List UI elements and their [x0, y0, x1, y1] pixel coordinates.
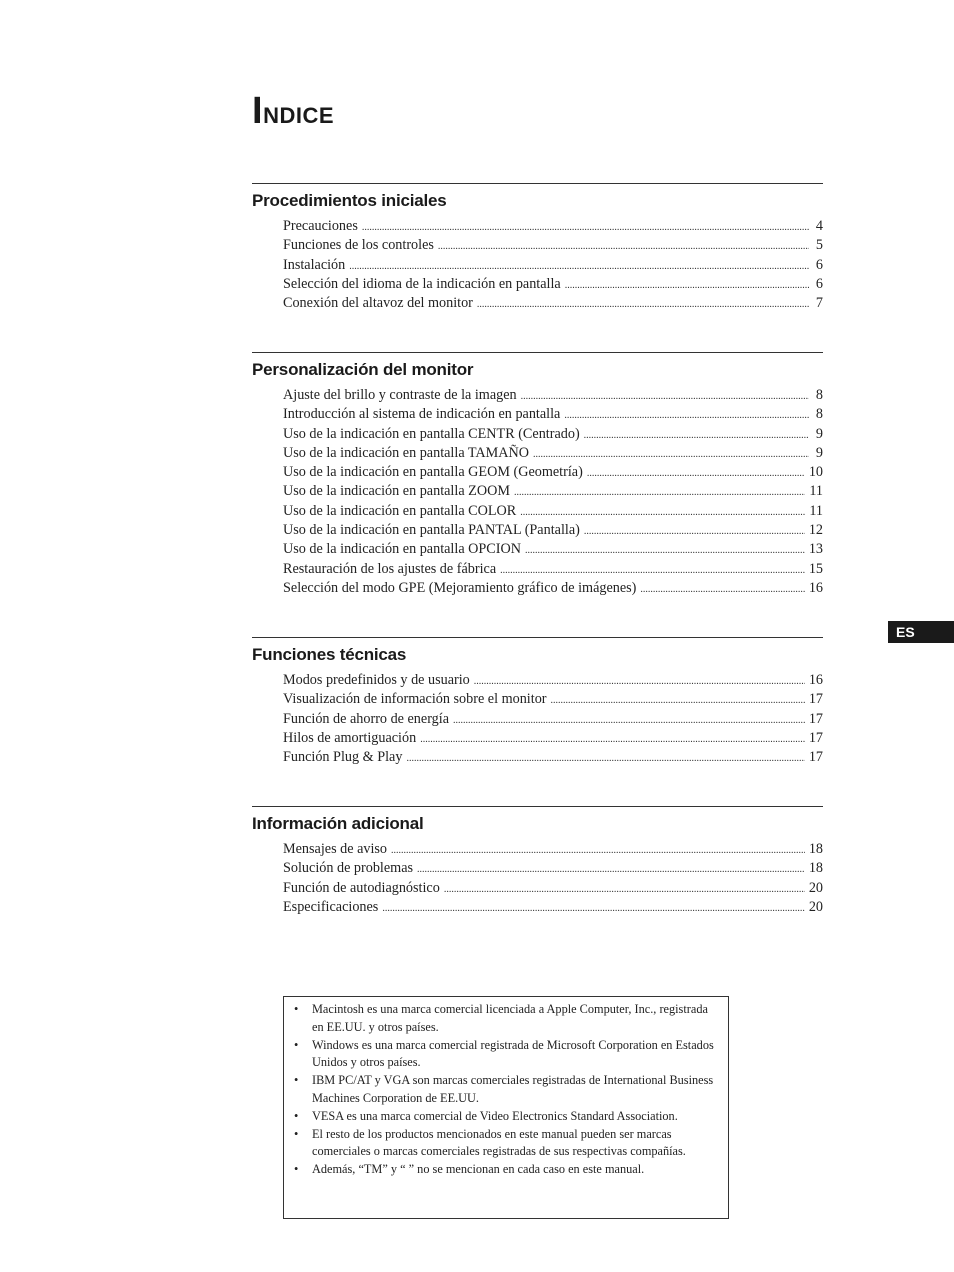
dot-leader — [349, 257, 809, 276]
toc-entry[interactable] — [283, 729, 823, 748]
page-title-initial: I — [252, 90, 264, 132]
toc-entry[interactable] — [283, 671, 823, 690]
dot-leader — [565, 276, 809, 295]
trademark-notes-list — [294, 1001, 718, 1179]
toc-entry-text: Funciones de los controles — [283, 237, 434, 254]
toc-entry[interactable] — [283, 579, 823, 598]
toc-entry[interactable] — [283, 256, 823, 275]
toc-entry-page: 8 — [815, 387, 823, 403]
dot-leader — [453, 711, 805, 730]
trademark-note: • Además, “TM” y “ ” no se mencionan en cada caso en este manual. — [294, 1161, 718, 1179]
toc-entry-text: Visualización de información sobre el monitor — [283, 691, 547, 708]
toc-entry-text: Función de ahorro de energía — [283, 710, 449, 727]
toc-entry[interactable] — [283, 463, 823, 482]
toc-entry-text: Uso de la indicación en pantalla OPCION — [283, 541, 521, 558]
toc-entry-page: 18 — [808, 841, 823, 857]
toc-entry-page: 17 — [808, 710, 823, 727]
dot-leader — [420, 730, 805, 749]
toc-entry-text: Mensajes de aviso — [283, 841, 388, 857]
toc-entry-page: 17 — [808, 729, 823, 746]
section-rule — [252, 183, 823, 184]
dot-leader — [417, 860, 805, 879]
dot-leader — [520, 503, 805, 522]
toc-entry-page: 4 — [815, 218, 823, 234]
dot-leader — [551, 691, 805, 710]
toc-entry-text: Función Plug & Play — [283, 749, 403, 766]
toc-entry-page: 7 — [815, 295, 823, 312]
section-rule — [252, 806, 823, 807]
toc-entry-page: 8 — [815, 406, 823, 423]
toc-entry[interactable] — [283, 879, 823, 898]
language-tab: ES — [888, 621, 954, 643]
toc-entry-text: Conexión del altavoz del monitor — [283, 295, 473, 312]
dot-leader — [533, 445, 809, 464]
trademark-note: • VESA es una marca comercial de Video Electronics Standard Association. — [294, 1108, 718, 1126]
toc-entry-text: Uso de la indicación en pantalla TAMAÑO — [283, 444, 530, 461]
toc-entry-text: Uso de la indicación en pantalla ZOOM — [283, 483, 510, 500]
section-procedimientos-iniciales — [252, 183, 823, 313]
section-heading: Personalización del monitor — [252, 360, 474, 379]
toc-entry-text: Precauciones — [283, 218, 358, 234]
dot-leader — [444, 880, 805, 899]
toc-entry-page: 17 — [808, 749, 823, 766]
toc-entry[interactable] — [283, 521, 823, 540]
dot-leader — [640, 580, 804, 599]
toc-entry-page: 20 — [808, 879, 823, 896]
dot-leader — [584, 522, 805, 541]
toc-entry[interactable] — [283, 690, 823, 709]
toc-entry[interactable] — [283, 540, 823, 559]
toc-entry-text: Uso de la indicación en pantalla CENTR (Centrado) — [283, 425, 580, 442]
section-rule — [252, 637, 823, 638]
page-title-rest: ndice — [263, 95, 335, 130]
toc-entry-page: 16 — [808, 579, 823, 596]
toc-entry-text: Hilos de amortiguación — [283, 729, 417, 746]
toc-entry-page: 16 — [808, 672, 823, 688]
dot-leader — [514, 483, 805, 502]
toc-entry[interactable] — [283, 217, 823, 236]
dot-leader — [382, 899, 804, 918]
toc-entry[interactable] — [283, 275, 823, 294]
toc-entry-text: Uso de la indicación en pantalla COLOR — [283, 502, 517, 519]
toc-entry[interactable] — [283, 425, 823, 444]
toc-entry-text: Función de autodiagnóstico — [283, 879, 440, 896]
toc-entry-text: Especificaciones — [283, 898, 379, 915]
section-heading: Información adicional — [252, 814, 424, 833]
toc-entry-page: 5 — [815, 237, 823, 254]
toc-entry-page: 20 — [808, 898, 823, 915]
toc-entry[interactable] — [283, 710, 823, 729]
section-heading: Funciones técnicas — [252, 645, 407, 664]
dot-leader — [474, 672, 805, 691]
toc-entries — [283, 386, 823, 598]
toc-entry-page: 12 — [808, 522, 823, 539]
toc-entry[interactable] — [283, 502, 823, 521]
toc-entry-page: 6 — [815, 256, 823, 273]
toc-entry[interactable] — [283, 560, 823, 579]
toc-entry[interactable] — [283, 294, 823, 313]
toc-entry-page: 15 — [808, 560, 823, 577]
toc-entries — [283, 840, 823, 917]
toc-entry-text: Ajuste del brillo y contraste de la imagen — [283, 387, 517, 403]
toc-entry-text: Restauración de los ajustes de fábrica — [283, 560, 497, 577]
toc-entry-page: 17 — [808, 691, 823, 708]
dot-leader — [525, 541, 805, 560]
toc-entry-text: Instalación — [283, 256, 346, 273]
toc-entry[interactable] — [283, 405, 823, 424]
toc-entry-page: 9 — [815, 425, 823, 442]
toc-entry-text: Selección del modo GPE (Mejoramiento gráfico de imágenes) — [283, 579, 637, 596]
section-rule — [252, 352, 823, 353]
toc-entries — [283, 217, 823, 313]
toc-entry-page: 6 — [815, 275, 823, 292]
toc-entry[interactable] — [283, 482, 823, 501]
trademark-note: • El resto de los productos mencionados en este manual pueden ser marcas comerciales o marcas comerciales registradas de sus respectivas compañías. — [294, 1126, 718, 1162]
dot-leader — [438, 237, 809, 256]
toc-entry[interactable] — [283, 236, 823, 255]
toc-entry-text: Introducción al sistema de indicación en pantalla — [283, 406, 561, 423]
toc-entry[interactable] — [283, 840, 823, 859]
trademark-notes-box — [283, 996, 729, 1219]
section-personalizacion-del-monitor — [252, 352, 823, 598]
dot-leader — [584, 426, 809, 445]
toc-entry[interactable] — [283, 444, 823, 463]
trademark-note: • IBM PC/AT y VGA son marcas comerciales registradas de International Business Machines Corporation de EE.UU. — [294, 1072, 718, 1108]
toc-entry[interactable] — [283, 386, 823, 405]
dot-leader — [564, 406, 809, 425]
section-heading: Procedimientos iniciales — [252, 191, 447, 210]
toc-entry-page: 10 — [808, 464, 823, 481]
toc-entry-text: Solución de problemas — [283, 860, 414, 877]
dot-leader — [587, 464, 805, 483]
trademark-note: • Macintosh es una marca comercial licenciada a Apple Computer, Inc., registrada en EE.UU. y otros países. — [294, 1001, 718, 1037]
toc-entry-text: Modos predefinidos y de usuario — [283, 672, 470, 688]
page-title — [252, 92, 334, 130]
dot-leader — [406, 749, 804, 768]
trademark-note: • Windows es una marca comercial registrada de Microsoft Corporation en Estados Unidos y otros países. — [294, 1037, 718, 1073]
toc-entries — [283, 671, 823, 767]
toc-entry-page: 18 — [808, 860, 823, 877]
toc-entry-text: Selección del idioma de la indicación en pantalla — [283, 275, 561, 292]
toc-entry[interactable] — [283, 748, 823, 767]
dot-leader — [500, 561, 805, 580]
toc-entry-text: Uso de la indicación en pantalla GEOM (Geometría) — [283, 464, 583, 481]
dot-leader — [477, 295, 809, 314]
section-informacion-adicional — [252, 806, 823, 917]
dot-leader — [521, 387, 809, 406]
toc-entry-page: 9 — [815, 444, 823, 461]
toc-entry-text: Uso de la indicación en pantalla PANTAL (Pantalla) — [283, 522, 580, 539]
section-funciones-tecnicas — [252, 637, 823, 767]
toc-entry-page: 11 — [809, 502, 823, 519]
dot-leader — [362, 218, 809, 237]
toc-entry-page: 11 — [809, 483, 823, 500]
toc-entry-page: 13 — [808, 541, 823, 558]
toc-entry[interactable] — [283, 859, 823, 878]
toc-entry[interactable] — [283, 898, 823, 917]
dot-leader — [391, 841, 805, 860]
